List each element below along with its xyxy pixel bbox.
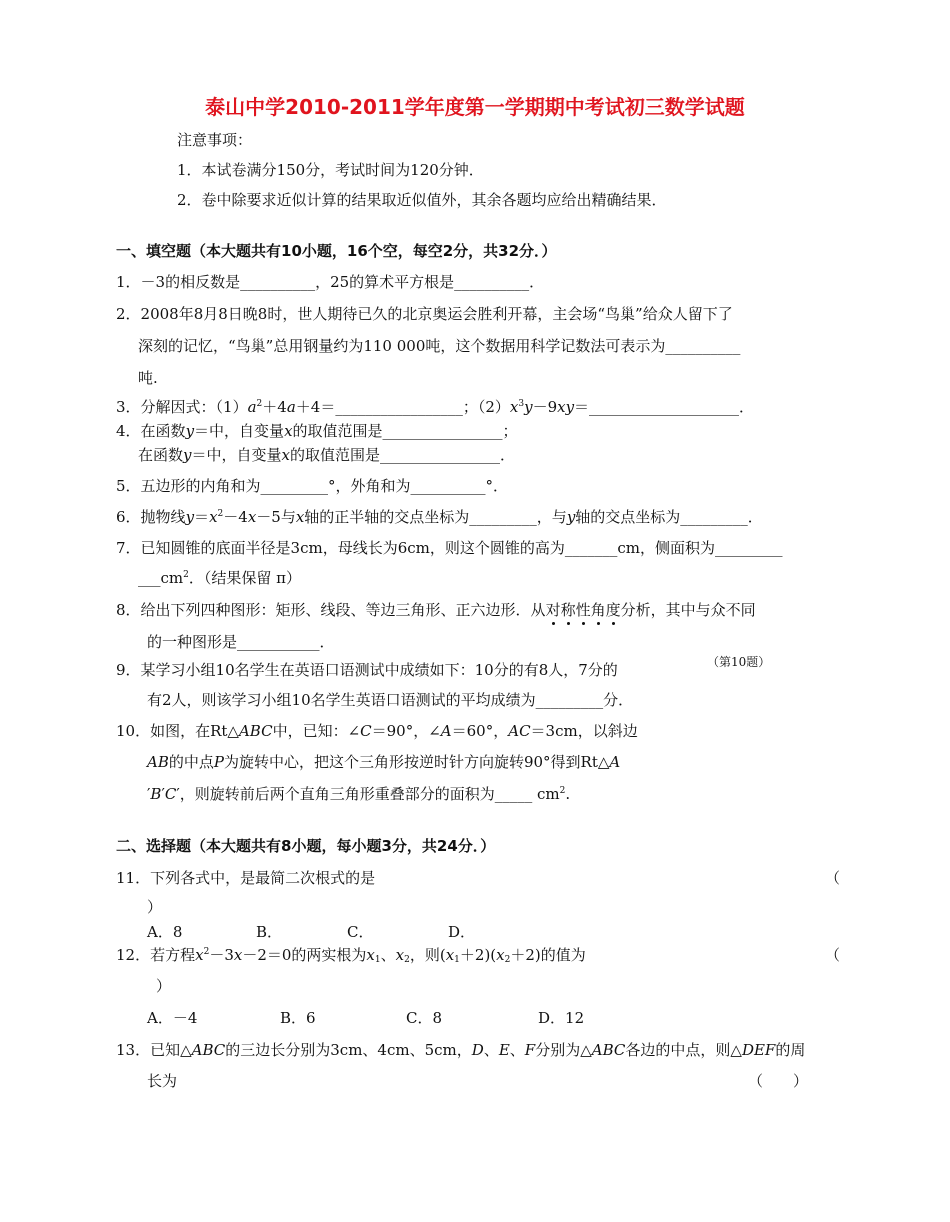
exponent: 2 [183, 570, 189, 580]
question-number: 3． [116, 398, 141, 416]
question-6 [116, 507, 763, 527]
var: ABC [238, 722, 273, 740]
text: 在函数 [138, 446, 184, 464]
question-text: 2008年8月8日晚8时，世人期待已久的北京奥运会胜利开幕，主会场“鸟巢”给众人留下了 [140, 305, 733, 323]
question-text: 某学习小组10名学生在英语口语测试中成绩如下：10分的有8人，7分的 [140, 661, 618, 679]
exponent: 3 [518, 399, 525, 409]
subscript: 2 [504, 955, 511, 965]
var: ABC [191, 1041, 226, 1059]
var-x: x [509, 398, 519, 416]
text: ′ [147, 785, 151, 803]
var-x: x [295, 508, 305, 526]
text: 已知△ [150, 1041, 192, 1059]
text: ＋2)的值为 [510, 946, 586, 964]
exponent: 2 [203, 947, 210, 957]
var-x: x [395, 946, 405, 964]
text: 给出下列四种图形：矩形、线段、等边三角形、正六边形．从 [140, 601, 546, 619]
text: －4 [223, 508, 248, 526]
question-2 [116, 304, 733, 324]
text: －2＝0的两实根为 [242, 946, 367, 964]
text: ．（结果保留 π） [188, 569, 301, 587]
text: －5与 [256, 508, 296, 526]
exponent: 2 [256, 399, 263, 409]
text: 为旋转中心，把这个三角形按逆时针方向旋转90°得到Rt△ [223, 753, 610, 771]
var: D [471, 1041, 484, 1059]
question-number: 5． [116, 477, 141, 495]
var-y: y [185, 508, 195, 526]
var: AB [147, 753, 169, 771]
text: 的三边长分别为3cm、4cm、5cm， [225, 1041, 472, 1059]
var: A [609, 753, 621, 771]
expr-part: ＝____________________． [574, 398, 755, 416]
question-3 [116, 397, 754, 417]
text: 、 [509, 1041, 525, 1059]
q3-part-1-label: 分解因式：（1） [140, 398, 248, 416]
text: ＝中，自变量 [194, 422, 285, 440]
expr-part: ＋4＝_________________；（2） [295, 398, 510, 416]
var-xy: xy [557, 398, 575, 416]
question-10-line-2 [147, 752, 620, 772]
question-7 [116, 538, 783, 558]
var-y: y [183, 446, 192, 464]
question-number: 10． [116, 722, 151, 740]
text: . [565, 785, 571, 803]
question-number: 7． [116, 539, 141, 557]
question-2-line-3: 吨. [138, 369, 158, 387]
var-x: x [281, 446, 290, 464]
text: 中，已知：∠ [272, 722, 361, 740]
question-number: 1． [116, 273, 141, 291]
emphasis-char: 称 [560, 601, 576, 619]
text: 、 [380, 946, 396, 964]
option-c: C．8 [406, 1009, 443, 1027]
text: 若方程 [150, 946, 196, 964]
text: ＝3cm，以斜边 [530, 722, 638, 740]
question-5 [116, 476, 508, 496]
question-number: 12． [116, 946, 151, 964]
option-d: D． [448, 923, 476, 941]
var-x: x [445, 946, 455, 964]
question-number: 2． [116, 305, 141, 323]
emphasis-char: 角 [590, 601, 606, 619]
var-x: x [496, 946, 505, 964]
notice-item-1: 1．本试卷满分150分，考试时间为120分钟． [177, 161, 484, 179]
option-c: C． [347, 923, 374, 941]
var-x: x [195, 946, 204, 964]
question-1 [116, 272, 544, 292]
var: P [213, 753, 224, 771]
var-x: x [209, 508, 218, 526]
question-text: 五边形的内角和为_________°，外角和为__________°． [140, 477, 509, 495]
question-8 [116, 600, 756, 620]
var-y: y [566, 508, 576, 526]
question-4 [116, 421, 518, 441]
text: ＝90°，∠ [371, 722, 441, 740]
question-number: 11． [116, 869, 151, 887]
section-2-heading: 二、选择题（本大题共有8小题，每小题3分，共24分．） [116, 837, 496, 855]
expr-part: －9 [532, 398, 558, 416]
question-9 [116, 660, 618, 680]
var: AC [508, 722, 531, 740]
emphasis-char: 性 [575, 601, 591, 619]
expr-part: ＋4 [262, 398, 287, 416]
var-x: x [247, 508, 257, 526]
text: 的周 [775, 1041, 806, 1059]
var-x: x [284, 422, 293, 440]
question-number: 4． [116, 422, 141, 440]
text: 分析，其中与众不同 [620, 601, 756, 619]
text: ___cm [138, 569, 184, 587]
answer-paren-open: （ [825, 946, 841, 964]
subscript: 2 [404, 955, 410, 965]
option-a: A．8 [147, 923, 183, 941]
answer-paren-close: ） [156, 977, 172, 995]
text: 各边的中点，则△ [625, 1041, 742, 1059]
var-a: a [286, 398, 296, 416]
text: ＝60°， [451, 722, 509, 740]
text: ′，则旋转前后两个直角三角形重叠部分的面积为_____ cm [176, 785, 560, 803]
text: 的取值范围是________________． [289, 446, 515, 464]
question-12 [116, 945, 586, 965]
var: DEF [741, 1041, 776, 1059]
text: ′ [161, 785, 165, 803]
figure-label: （第10题） [707, 655, 771, 669]
question-10-line-3 [147, 784, 570, 804]
question-13 [116, 1040, 805, 1060]
text: 抛物线 [140, 508, 186, 526]
text: 分别为△ [535, 1041, 592, 1059]
var: ABC [591, 1041, 626, 1059]
question-2-line-2: 深刻的记忆，“鸟巢”总用钢量约为110 000吨，这个数据用科学记数法可表示为__________ [138, 337, 741, 355]
var-x: x [366, 946, 375, 964]
option-b: B．6 [280, 1009, 316, 1027]
var: C [164, 785, 177, 803]
question-text: －3的相反数是__________，25的算术平方根是__________． [140, 273, 545, 291]
notice-item-2: 2．卷中除要求近似计算的结果取近似值外，其余各题均应给出精确结果． [177, 191, 667, 209]
option-a: A．－4 [147, 1009, 198, 1027]
text: 如图，在Rt△ [150, 722, 239, 740]
page-title: 泰山中学2010-2011学年度第一学期期中考试初三数学试题 [205, 95, 745, 119]
answer-paren: （ ） [748, 1072, 809, 1090]
question-8-line-2: 的一种图形是___________． [147, 633, 335, 651]
text: 轴的正半轴的交点坐标为_________，与 [304, 508, 567, 526]
text: ＝ [194, 508, 210, 526]
question-text: 下列各式中，是最简二次根式的是 [150, 869, 376, 887]
exponent: 2 [217, 509, 224, 519]
text: 在函数 [140, 422, 186, 440]
option-b: B． [256, 923, 283, 941]
var: A [440, 722, 452, 740]
exponent: 2 [559, 786, 566, 796]
notice-heading: 注意事项： [177, 131, 253, 149]
question-number: 13． [116, 1041, 151, 1059]
question-13-line-2: 长为 [147, 1072, 178, 1090]
var: F [524, 1041, 536, 1059]
section-1-heading: 一、填空题（本大题共有10小题，16个空，每空2分，共32分．） [116, 242, 557, 260]
question-9-line-2: 有2人，则该学习小组10名学生英语口语测试的平均成绩为_________分． [147, 691, 634, 709]
subscript: 1 [374, 955, 381, 965]
var-a: a [247, 398, 257, 416]
question-10 [116, 721, 638, 741]
question-11 [116, 868, 375, 888]
question-number: 9． [116, 661, 141, 679]
answer-paren-open: （ [825, 869, 841, 887]
var-y: y [524, 398, 533, 416]
var-y: y [185, 422, 195, 440]
question-number: 6． [116, 508, 141, 526]
answer-paren-close: ） [147, 898, 163, 916]
emphasis-char: 度 [605, 601, 621, 619]
var: E [498, 1041, 510, 1059]
question-number: 8． [116, 601, 141, 619]
text: 轴的交点坐标为_________． [575, 508, 763, 526]
var: C [360, 722, 372, 740]
text: 的中点 [168, 753, 214, 771]
emphasis-char: 对 [545, 601, 561, 619]
text: ＋2)( [459, 946, 497, 964]
text: －3 [209, 946, 234, 964]
text: 的取值范围是________________； [292, 422, 518, 440]
var-x: x [233, 946, 243, 964]
option-d: D．12 [538, 1009, 585, 1027]
subscript: 1 [454, 955, 460, 965]
var: B [150, 785, 162, 803]
question-4-line-2 [138, 445, 515, 465]
question-7-line-2 [138, 568, 301, 588]
text: 、 [483, 1041, 499, 1059]
text: ，则( [409, 946, 446, 964]
text: ＝中，自变量 [191, 446, 282, 464]
question-text: 已知圆锥的底面半径是3cm，母线长为6cm，则这个圆锥的高为_______cm，侧面积为_________ [140, 539, 783, 557]
